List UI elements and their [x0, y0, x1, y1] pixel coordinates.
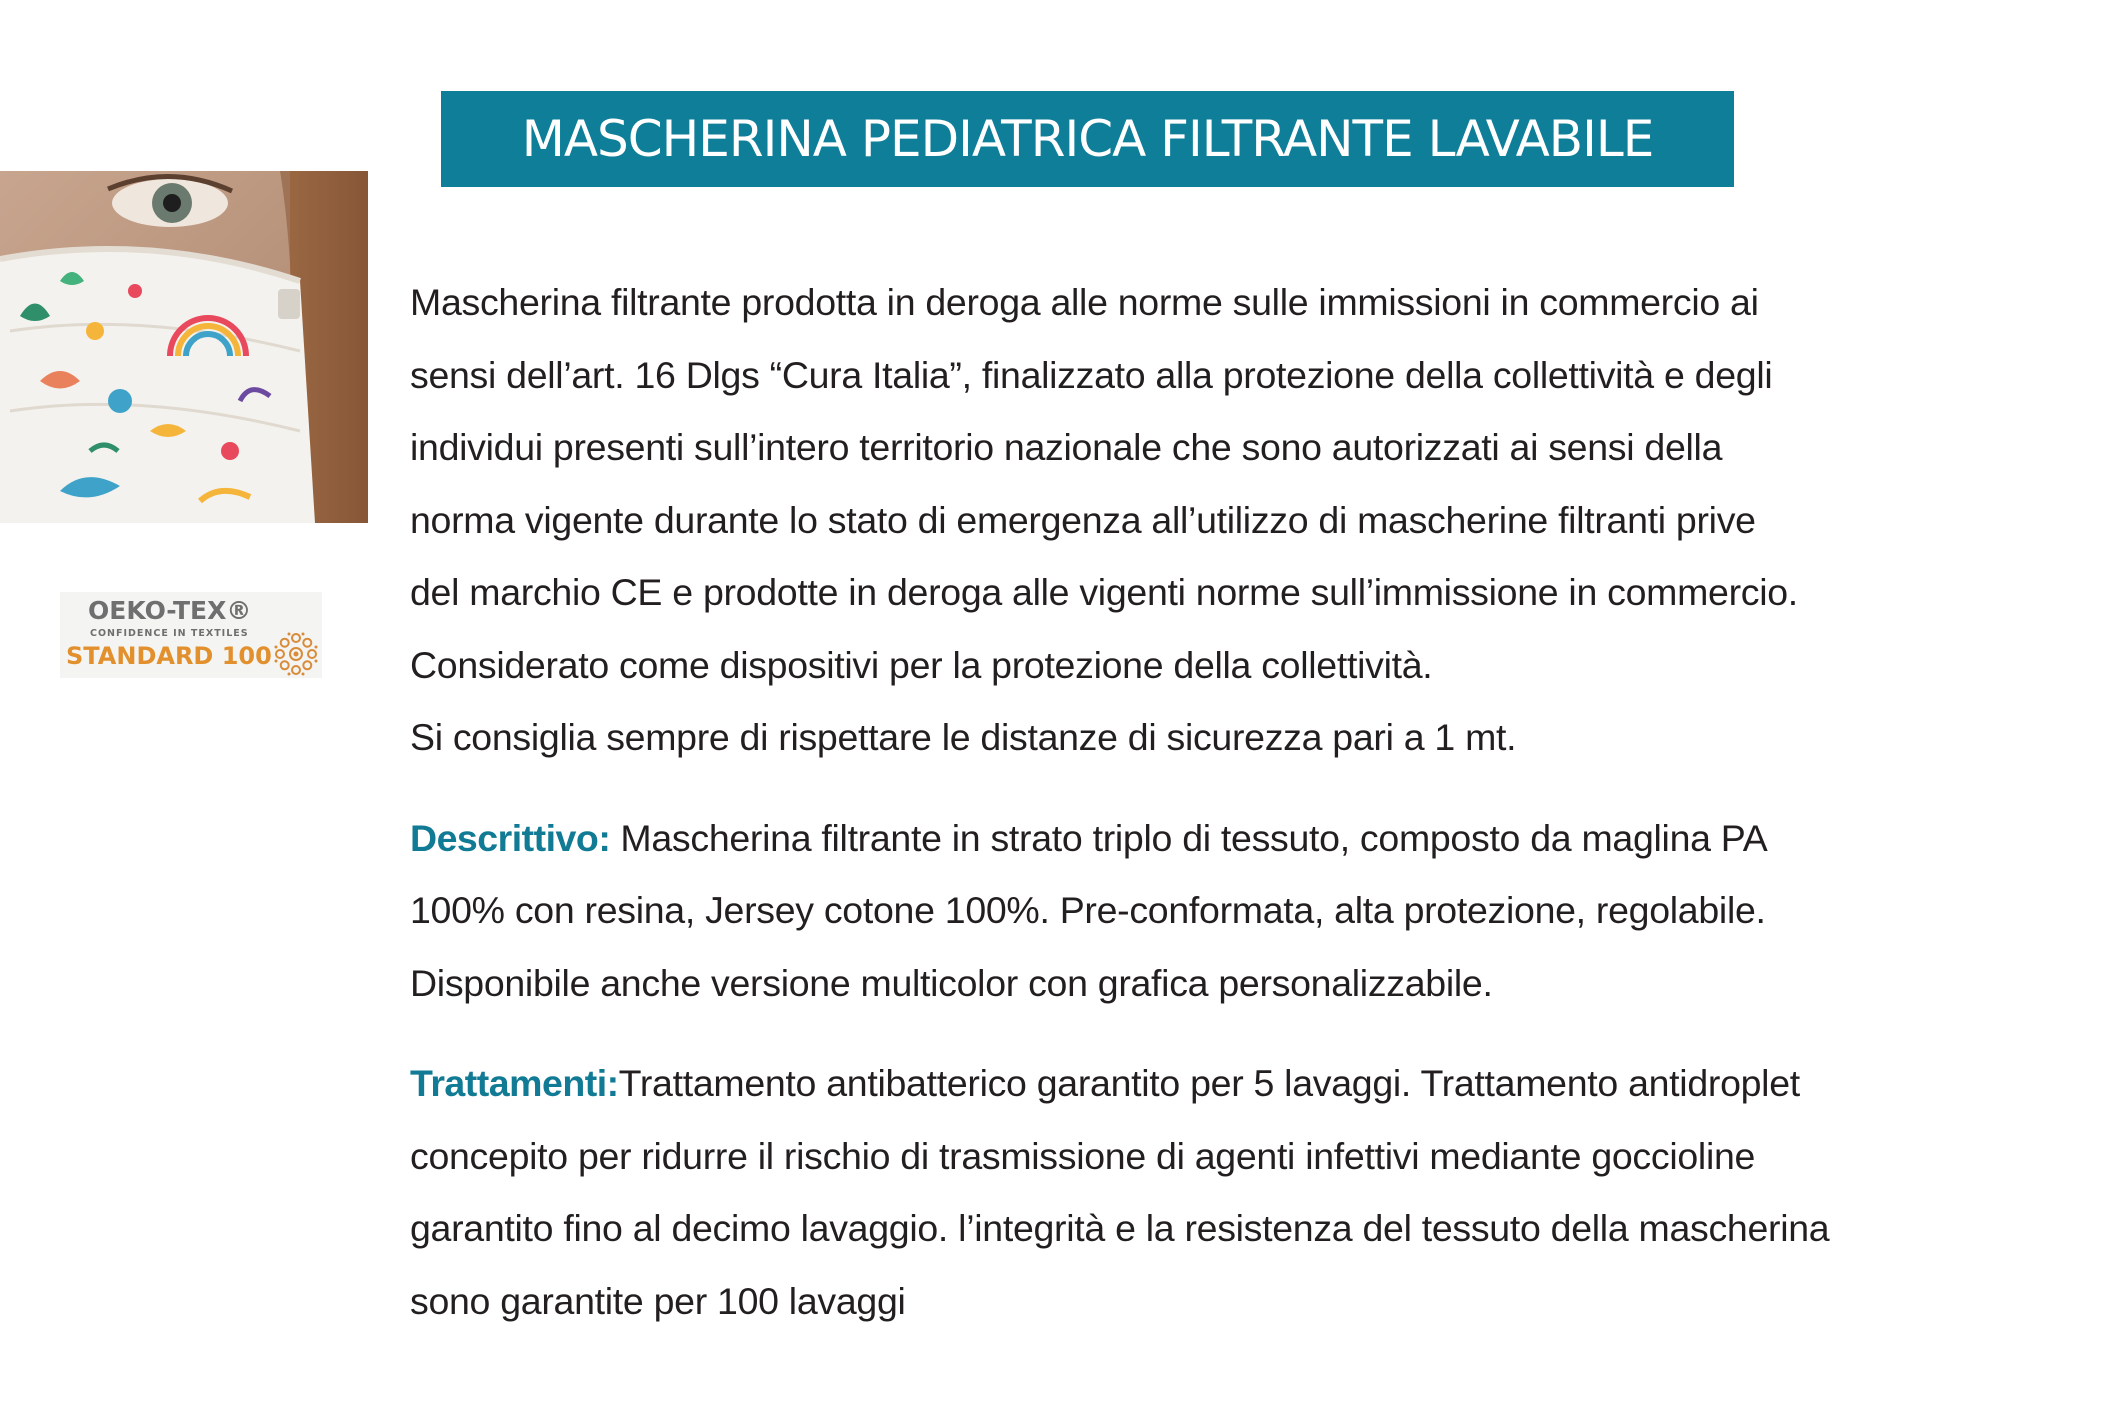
oeko-tex-logo: [60, 592, 322, 678]
intro-line: Considerato come dispositivi per la protezione della collettività.: [410, 643, 1433, 686]
intro-line: individui presenti sull’intero territorio nazionale che sono autorizzati ai sensi della: [410, 426, 1723, 468]
product-description: [410, 266, 2122, 1337]
child-wearing-mask-photo: [0, 171, 368, 523]
descrittivo-text: Mascherina filtrante in strato triplo di tessuto, composto da maglina PA: [610, 816, 1768, 859]
trattamenti-paragraph: [410, 1047, 2122, 1337]
descrittivo-line: Disponibile anche versione multicolor con grafica personalizzabile.: [410, 961, 1493, 1004]
intro-line: norma vigente durante lo stato di emergenza all’utilizzo di mascherine filtranti prive: [410, 498, 1756, 541]
descrittivo-label: Descrittivo:: [410, 816, 611, 859]
descrittivo-line: 100% con resina, Jersey cotone 100%. Pre-conformata, alta protezione, regolabile.: [410, 889, 1766, 931]
trattamenti-text: Trattamento antibatterico garantito per 5 lavaggi. Trattamento antidroplet: [618, 1062, 1800, 1104]
trattamenti-line: garantito fino al decimo lavaggio. l’integrità e la resistenza del tessuto della mascherina: [410, 1207, 1830, 1249]
title-banner: [441, 91, 1734, 187]
oeko-tex-brand: OEKO-TEX®: [88, 596, 252, 625]
descrittivo-paragraph: [410, 802, 2122, 1020]
trattamenti-line: sono garantite per 100 lavaggi: [410, 1279, 906, 1322]
trattamenti-first-line: [410, 1047, 2122, 1120]
intro-paragraph: [410, 266, 2122, 774]
descrittivo-first-line: [410, 802, 2122, 875]
page-title: MASCHERINA PEDIATRICA FILTRANTE LAVABILE: [521, 110, 1654, 168]
oeko-tex-standard: STANDARD 100: [66, 642, 272, 670]
trattamenti-label: Trattamenti:: [410, 1062, 619, 1104]
intro-line: del marchio CE e prodotte in deroga alle vigenti norme sull’immissione in commercio.: [410, 571, 1798, 613]
oeko-tex-tagline: CONFIDENCE IN TEXTILES: [90, 628, 249, 639]
trattamenti-line: concepito per ridurre il rischio di trasmissione di agenti infettivi mediante goccioline: [410, 1134, 1756, 1177]
oeko-tex-flower-icon: [272, 630, 320, 678]
intro-line: Mascherina filtrante prodotta in deroga alle norme sulle immissioni in commercio ai: [410, 281, 1759, 323]
intro-line: Si consiglia sempre di rispettare le distanze di sicurezza pari a 1 mt.: [410, 716, 1517, 758]
intro-line: sensi dell’art. 16 Dlgs “Cura Italia”, finalizzato alla protezione della collettività e degli: [410, 353, 1773, 396]
